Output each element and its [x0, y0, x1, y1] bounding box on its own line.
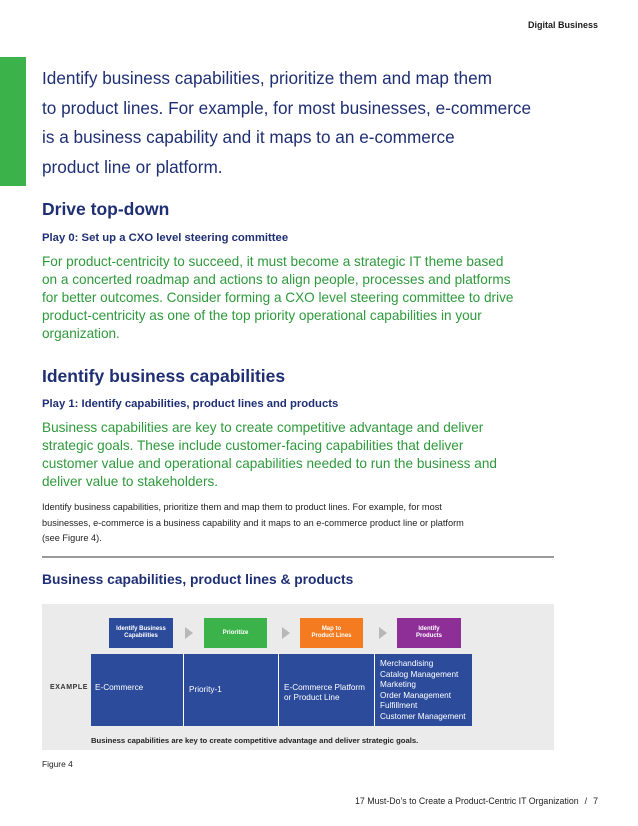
example-label: EXAMPLE	[50, 684, 89, 691]
footer	[355, 796, 598, 806]
play-0-title: Play 0: Set up a CXO level steering committee	[42, 232, 289, 244]
example-product-line	[279, 654, 375, 726]
intro-line: product line or platform.	[42, 156, 223, 177]
example-capability: E-Commerce	[91, 654, 184, 726]
arrow-right-icon	[185, 627, 193, 639]
figure-caption: Business capabilities are key to create competitive advantage and deliver strategic goals.	[91, 736, 419, 745]
step-identify-capabilities	[109, 618, 173, 648]
step-label: Products	[415, 633, 442, 639]
play-1-body: Business capabilities are key to create competitive advantage and deliver strategic goals. These include customer-facing capabilities that deliver customer value and operational capabilities needed to run the business and deliver value to stakeholders.	[42, 420, 497, 489]
intro-line: to product lines. For example, for most businesses, e-commerce	[42, 97, 532, 118]
product-item: Catalog Management	[380, 669, 459, 679]
detail-line: Identify business capabilities, prioritize them and map them to product lines. For example, for most	[42, 502, 442, 512]
intro-line: is a business capability and it maps to an e-commerce	[42, 127, 455, 147]
product-item: Customer Management	[380, 711, 466, 721]
play-0-body: For product-centricity to succeed, it must become a strategic IT theme based on a concerted roadmap and actions to align people, processes and platforms for better outcomes. Consider forming a CXO level steering committee to drive product-centricity as one of the top priority operational capabilities in your organization.	[42, 254, 514, 341]
play-1-detail	[42, 500, 512, 547]
header-section-label: Digital Business	[527, 20, 598, 30]
step-prioritize	[204, 618, 267, 648]
section-heading-identify-capabilities: Identify business capabilities	[42, 366, 286, 386]
accent-bar	[0, 57, 26, 186]
detail-line: businesses, e-commerce is a business capability and it maps to an e-commerce product line or platform	[42, 517, 464, 528]
step-label: Map to	[321, 626, 342, 632]
detail-line: (see Figure 4).	[42, 533, 102, 543]
step-label: Identify Business	[116, 626, 166, 632]
divider	[42, 556, 554, 558]
section-heading-drive-top-down: Drive top-down	[42, 199, 170, 219]
page-number: 7	[593, 796, 598, 806]
step-label: Product Lines	[311, 633, 352, 639]
product-item: Fulfillment	[380, 701, 418, 710]
step-map-product-lines	[300, 618, 363, 648]
example-priority: Priority-1	[184, 654, 279, 726]
product-item: Marketing	[380, 680, 416, 689]
product-line-text: or Product Line	[284, 693, 340, 702]
product-line-text: E-Commerce Platform	[284, 683, 365, 692]
arrow-right-icon	[282, 627, 290, 639]
figure-number: Figure 4	[42, 759, 73, 769]
step-label: Identify	[418, 626, 440, 632]
arrow-right-icon	[379, 627, 387, 639]
play-1-title: Play 1: Identify capabilities, product lines and products	[42, 398, 339, 410]
product-item: Merchandising	[380, 659, 434, 668]
step-identify-products	[397, 618, 461, 648]
footer-separator: /	[584, 796, 588, 806]
step-label: Prioritize	[222, 629, 249, 636]
intro-pullquote	[42, 64, 582, 182]
product-item: Order Management	[380, 690, 451, 700]
intro-line: Identify business capabilities, prioritize them and map them	[42, 68, 492, 88]
footer-doc-title: 17 Must-Do’s to Create a Product-Centric IT Organization	[355, 796, 579, 806]
step-label: Capabilities	[124, 633, 158, 639]
example-products	[375, 654, 472, 726]
figure-title: Business capabilities, product lines & products	[42, 572, 354, 587]
